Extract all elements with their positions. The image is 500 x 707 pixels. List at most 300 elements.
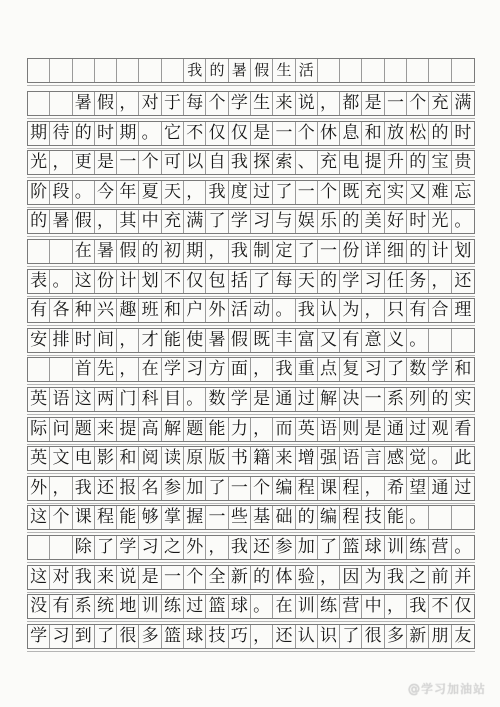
grid-cell: 既 bbox=[340, 181, 362, 204]
grid-cell: 安 bbox=[28, 329, 50, 352]
grid-cell: 能 bbox=[206, 418, 228, 441]
grid-cell: 天 bbox=[162, 181, 184, 204]
grid-cell: 计 bbox=[429, 240, 451, 263]
grid-cell: 松 bbox=[407, 122, 429, 145]
grid-cell: 朋 bbox=[429, 625, 451, 648]
title-char: 生 bbox=[273, 59, 295, 82]
grid-cell: 为 bbox=[362, 566, 384, 589]
gap-line bbox=[27, 266, 475, 267]
grid-cell bbox=[429, 506, 451, 529]
grid-cell: 夏 bbox=[139, 181, 161, 204]
grid-cell: 全 bbox=[206, 566, 228, 589]
grid-cell bbox=[50, 92, 72, 115]
grid-cell: 多 bbox=[139, 625, 161, 648]
grid-row bbox=[27, 535, 475, 560]
grid-cell: 充 bbox=[162, 210, 184, 233]
grid-cell: 中 bbox=[362, 595, 384, 618]
grid-cell: 的 bbox=[407, 240, 429, 263]
grid-cell: 学 bbox=[117, 536, 139, 559]
grid-cell: 球 bbox=[229, 595, 251, 618]
grid-cell: 不 bbox=[184, 122, 206, 145]
grid-cell: 间 bbox=[95, 329, 117, 352]
grid-cell: 。 bbox=[73, 181, 95, 204]
grid-cell: 能 bbox=[385, 506, 407, 529]
grid-cell: 则 bbox=[340, 418, 362, 441]
grid-cell: 系 bbox=[385, 388, 407, 411]
grid-cell: 了 bbox=[273, 181, 295, 204]
grid-cell: 了 bbox=[251, 270, 273, 293]
grid-cell: 假 bbox=[117, 240, 139, 263]
grid-cell: 理 bbox=[454, 300, 472, 321]
grid-cell: 满 bbox=[454, 93, 472, 113]
grid-cell: 巧 bbox=[229, 625, 251, 648]
grid-cell: 提 bbox=[362, 151, 384, 174]
grid-cell: 过 bbox=[407, 418, 429, 441]
grid-cell: ， bbox=[117, 358, 139, 381]
grid-cell: 。 bbox=[139, 122, 161, 145]
grid-cell: 一 bbox=[162, 566, 184, 589]
grid-cell: 很 bbox=[117, 625, 139, 648]
grid-cell: 希 bbox=[385, 477, 407, 500]
grid-cell: 生 bbox=[251, 92, 273, 115]
grid-cell: 到 bbox=[73, 625, 95, 648]
grid-cell: 强 bbox=[318, 447, 340, 470]
grid-cell: 一 bbox=[117, 151, 139, 174]
grid-cell: 加 bbox=[296, 536, 318, 559]
grid-cell: 觉 bbox=[407, 447, 429, 470]
grid-cell: 划 bbox=[454, 241, 472, 261]
grid-cell: 来 bbox=[95, 566, 117, 589]
grid-cell: 此 bbox=[454, 448, 472, 469]
grid-cell: 数 bbox=[206, 388, 228, 411]
grid-cell bbox=[429, 329, 451, 352]
grid-cell: 和 bbox=[162, 299, 184, 322]
grid-row bbox=[27, 594, 475, 619]
grid-row bbox=[27, 298, 475, 323]
grid-cell: 期 bbox=[28, 122, 50, 145]
grid-cell: 是 bbox=[362, 92, 384, 115]
grid-cell: 种 bbox=[73, 299, 95, 322]
grid-cell: 能 bbox=[162, 329, 184, 352]
grid-cell: 方 bbox=[206, 358, 228, 381]
grid-cell: 计 bbox=[117, 270, 139, 293]
grid-cell: 握 bbox=[184, 506, 206, 529]
grid-cell: 为 bbox=[340, 299, 362, 322]
grid-row bbox=[27, 121, 475, 146]
grid-cell: 而 bbox=[273, 418, 295, 441]
grid-cell: 暑 bbox=[73, 92, 95, 115]
grid-cell: 了 bbox=[95, 625, 117, 648]
grid-cell: 时 bbox=[454, 122, 472, 143]
grid-cell: 技 bbox=[206, 625, 228, 648]
grid-cell: 篮 bbox=[206, 595, 228, 618]
grid-cell: ， bbox=[95, 210, 117, 233]
grid-cell: 课 bbox=[73, 506, 95, 529]
grid-cell: ， bbox=[206, 240, 228, 263]
grid-cell: 学 bbox=[162, 358, 184, 381]
grid-cell: 期 bbox=[184, 240, 206, 263]
grid-cell: ， bbox=[251, 625, 273, 648]
grid-cell: 每 bbox=[184, 92, 206, 115]
grid-cell: 宝 bbox=[429, 151, 451, 174]
gap-line bbox=[27, 384, 475, 385]
grid-cell: 通 bbox=[273, 388, 295, 411]
grid-cell: 动 bbox=[251, 299, 273, 322]
grid-cell: 有 bbox=[50, 595, 72, 618]
grid-cell: 篮 bbox=[162, 625, 184, 648]
grid-row bbox=[27, 91, 475, 116]
grid-cell: 系 bbox=[73, 595, 95, 618]
gap-line bbox=[27, 236, 475, 237]
grid-cell: 更 bbox=[73, 151, 95, 174]
grid-row bbox=[27, 180, 475, 205]
grid-cell bbox=[452, 329, 474, 352]
grid-cell: 义 bbox=[385, 329, 407, 352]
grid-cell: 贵 bbox=[454, 152, 472, 173]
grid-cell: 因 bbox=[340, 566, 362, 589]
gap-line bbox=[27, 118, 475, 119]
title-char: 暑 bbox=[229, 59, 251, 82]
grid-row bbox=[27, 417, 475, 442]
grid-cell: ， bbox=[50, 151, 72, 174]
gap-line bbox=[27, 532, 475, 533]
grid-cell: 外 bbox=[206, 299, 228, 322]
grid-cell: 面 bbox=[229, 358, 251, 381]
grid-cell: 。 bbox=[50, 270, 72, 293]
grid-cell: 参 bbox=[273, 536, 295, 559]
grid-cell: 娱 bbox=[296, 210, 318, 233]
grid-cell: 充 bbox=[429, 92, 451, 115]
grid-cell: 之 bbox=[407, 566, 429, 589]
grid-cell: 说 bbox=[296, 92, 318, 115]
grid-cell: 门 bbox=[117, 388, 139, 411]
grid-cell: 是 bbox=[95, 151, 117, 174]
grid-cell bbox=[28, 240, 50, 263]
grid-cell: 暑 bbox=[95, 240, 117, 263]
grid-cell: 。 bbox=[184, 388, 206, 411]
grid-cell: 习 bbox=[362, 358, 384, 381]
grid-cell: 过 bbox=[184, 595, 206, 618]
grid-cell: 放 bbox=[385, 122, 407, 145]
grid-cell: 仅 bbox=[184, 270, 206, 293]
grid-cell: 原 bbox=[184, 447, 206, 470]
grid-cell: 暑 bbox=[50, 210, 72, 233]
grid-cell: 版 bbox=[206, 447, 228, 470]
grid-cell: 提 bbox=[117, 418, 139, 441]
grid-cell: 练 bbox=[318, 595, 340, 618]
grid-cell: 。 bbox=[407, 329, 429, 352]
grid-cell: 营 bbox=[340, 595, 362, 618]
grid-cell: 多 bbox=[385, 625, 407, 648]
grid-cell: 包 bbox=[206, 270, 228, 293]
grid-cell: 份 bbox=[340, 240, 362, 263]
grid-cell: 英 bbox=[296, 418, 318, 441]
grid-cell: 今 bbox=[95, 181, 117, 204]
grid-cell: 球 bbox=[362, 536, 384, 559]
grid-row bbox=[27, 239, 475, 264]
grid-cell: 的 bbox=[429, 122, 451, 145]
grid-cell: 。 bbox=[429, 447, 451, 470]
grid-cell: 我 bbox=[73, 566, 95, 589]
grid-cell: 重 bbox=[296, 358, 318, 381]
gap-line bbox=[27, 562, 475, 563]
grid-cell: 实 bbox=[454, 389, 472, 409]
grid-cell: 名 bbox=[139, 477, 161, 500]
grid-cell: 目 bbox=[162, 388, 184, 411]
grid-cell: 我 bbox=[73, 477, 95, 500]
grid-cell: 期 bbox=[117, 122, 139, 145]
grid-cell: 加 bbox=[184, 477, 206, 500]
grid-cell: 编 bbox=[273, 477, 295, 500]
title-char: 假 bbox=[251, 59, 273, 82]
grid-cell: 度 bbox=[229, 181, 251, 204]
gap-line bbox=[27, 296, 475, 297]
grid-cell: 力 bbox=[229, 418, 251, 441]
grid-cell: 升 bbox=[385, 151, 407, 174]
grid-cell bbox=[452, 506, 474, 529]
grid-cell: 和 bbox=[362, 122, 384, 145]
grid-cell: 个 bbox=[139, 151, 161, 174]
grid-cell: 增 bbox=[296, 447, 318, 470]
gap-line bbox=[27, 621, 475, 622]
grid-cell: 文 bbox=[50, 447, 72, 470]
grid-cell: 息 bbox=[340, 122, 362, 145]
grid-cell: 意 bbox=[362, 329, 384, 352]
grid-cell: 点 bbox=[318, 358, 340, 381]
grid-cell: 我 bbox=[407, 595, 429, 618]
grid-cell: 题 bbox=[73, 418, 95, 441]
grid-cell: 础 bbox=[273, 506, 295, 529]
grid-cell: 了 bbox=[206, 477, 228, 500]
watermark: @学习加油站 bbox=[407, 682, 486, 696]
grid-cell: 时 bbox=[95, 122, 117, 145]
grid-cell: 数 bbox=[407, 358, 429, 381]
grid-cell: 个 bbox=[251, 477, 273, 500]
grid-cell: 充 bbox=[362, 181, 384, 204]
grid-cell: 都 bbox=[340, 92, 362, 115]
grid-cell: 球 bbox=[184, 625, 206, 648]
grid-cell: 中 bbox=[139, 210, 161, 233]
grid-cell: 光 bbox=[429, 210, 451, 233]
grid-cell: 先 bbox=[95, 358, 117, 381]
grid-cell: 了 bbox=[206, 210, 228, 233]
grid-cell: 定 bbox=[273, 240, 295, 263]
grid-cell bbox=[28, 536, 50, 559]
grid-cell: 仅 bbox=[229, 122, 251, 145]
grid-cell: 美 bbox=[362, 210, 384, 233]
grid-cell: 班 bbox=[139, 299, 161, 322]
grid-cell: 假 bbox=[95, 92, 117, 115]
grid-cell bbox=[28, 358, 50, 381]
grid-cell: 的 bbox=[73, 122, 95, 145]
grid-cell: ， bbox=[429, 270, 451, 293]
grid-cell: 每 bbox=[273, 270, 295, 293]
gap-line bbox=[27, 414, 475, 415]
grid-cell: 练 bbox=[162, 595, 184, 618]
grid-cell: 一 bbox=[318, 240, 340, 263]
grid-cell: 休 bbox=[318, 122, 340, 145]
title-char: 活 bbox=[296, 59, 318, 82]
grid-cell: ， bbox=[206, 536, 228, 559]
grid-cell: 新 bbox=[229, 566, 251, 589]
grid-cell: 。 bbox=[251, 595, 273, 618]
grid-cell: 份 bbox=[95, 270, 117, 293]
grid-cell: 外 bbox=[184, 536, 206, 559]
grid-row bbox=[27, 476, 475, 501]
grid-row bbox=[27, 357, 475, 382]
grid-cell: 各 bbox=[50, 299, 72, 322]
grid-cell: 些 bbox=[229, 506, 251, 529]
grid-cell: 过 bbox=[296, 388, 318, 411]
grid-cell: 假 bbox=[73, 210, 95, 233]
grid-cell: 程 bbox=[95, 506, 117, 529]
grid-cell: 。 bbox=[407, 506, 429, 529]
grid-cell: 待 bbox=[50, 122, 72, 145]
grid-cell: 兴 bbox=[95, 299, 117, 322]
grid-cell: 合 bbox=[429, 299, 451, 322]
grid-cell: 时 bbox=[407, 210, 429, 233]
grid-cell: 既 bbox=[251, 329, 273, 352]
grid-cell: 言 bbox=[362, 447, 384, 470]
grid-cell: 还 bbox=[454, 270, 472, 291]
grid-cell: 了 bbox=[95, 536, 117, 559]
grid-cell: 划 bbox=[139, 270, 161, 293]
grid-cell: 首 bbox=[73, 358, 95, 381]
grid-cell: ， bbox=[318, 566, 340, 589]
grid-cell: 还 bbox=[95, 477, 117, 500]
grid-cell: 自 bbox=[206, 151, 228, 174]
grid-cell: 是 bbox=[251, 388, 273, 411]
grid-cell: 任 bbox=[385, 270, 407, 293]
grid-cell: 望 bbox=[407, 477, 429, 500]
grid-row bbox=[27, 505, 475, 530]
grid-cell: 乐 bbox=[318, 210, 340, 233]
grid-cell: 它 bbox=[162, 122, 184, 145]
grid-cell: 决 bbox=[340, 388, 362, 411]
grid-cell: 是 bbox=[251, 122, 273, 145]
grid-cell: 感 bbox=[385, 447, 407, 470]
grid-cell: 问 bbox=[50, 418, 72, 441]
grid-cell: 了 bbox=[296, 240, 318, 263]
grid-cell: 个 bbox=[296, 122, 318, 145]
grid-cell: 一 bbox=[362, 388, 384, 411]
grid-cell: 友 bbox=[454, 625, 472, 646]
grid-cell: 复 bbox=[340, 358, 362, 381]
grid-cell: 这 bbox=[73, 388, 95, 411]
grid-cell: 看 bbox=[454, 418, 472, 439]
grid-cell: 列 bbox=[407, 388, 429, 411]
grid-cell: 英 bbox=[28, 388, 50, 411]
grid-cell: 体 bbox=[273, 566, 295, 589]
grid-cell: 的 bbox=[251, 566, 273, 589]
grid-cell: 通 bbox=[385, 418, 407, 441]
grid-cell: 前 bbox=[429, 566, 451, 589]
grid-cell: 学 bbox=[229, 388, 251, 411]
title-char: 我 bbox=[184, 59, 206, 82]
grid-cell: 语 bbox=[318, 418, 340, 441]
grid-cell: 两 bbox=[95, 388, 117, 411]
grid-cell: 学 bbox=[429, 358, 451, 381]
grid-cell: 排 bbox=[50, 329, 72, 352]
grid-cell: 户 bbox=[184, 299, 206, 322]
grid-cell: 忘 bbox=[454, 181, 472, 202]
grid-cell bbox=[28, 92, 50, 115]
grid-cell: 丰 bbox=[273, 329, 295, 352]
grid-cell: 除 bbox=[73, 536, 95, 559]
grid-cell: 程 bbox=[340, 477, 362, 500]
grid-row bbox=[27, 387, 475, 412]
grid-cell: 之 bbox=[162, 536, 184, 559]
grid-cell: 在 bbox=[73, 240, 95, 263]
grid-row bbox=[27, 269, 475, 294]
grid-cell: 这 bbox=[73, 270, 95, 293]
gap-line bbox=[27, 85, 475, 86]
grid-cell: 技 bbox=[362, 506, 384, 529]
grid-cell: 并 bbox=[454, 566, 472, 587]
gap-line bbox=[27, 473, 475, 474]
grid-cell: 课 bbox=[318, 477, 340, 500]
grid-cell: 报 bbox=[117, 477, 139, 500]
grid-cell: 的 bbox=[340, 210, 362, 233]
grid-cell: 训 bbox=[385, 536, 407, 559]
grid-cell bbox=[50, 240, 72, 263]
grid-cell: 过 bbox=[251, 181, 273, 204]
composition-grid-sheet bbox=[27, 58, 475, 646]
grid-cell: 了 bbox=[318, 536, 340, 559]
grid-row bbox=[27, 624, 475, 649]
grid-cell: 一 bbox=[385, 92, 407, 115]
grid-cell: 参 bbox=[162, 477, 184, 500]
grid-cell: 才 bbox=[139, 329, 161, 352]
grid-row bbox=[27, 209, 475, 234]
grid-cell: 我 bbox=[229, 151, 251, 174]
grid-cell: 难 bbox=[429, 181, 451, 204]
grid-cell: 在 bbox=[139, 358, 161, 381]
gap-line bbox=[27, 651, 475, 652]
grid-row bbox=[27, 565, 475, 590]
grid-cell: 有 bbox=[340, 329, 362, 352]
grid-cell: 了 bbox=[385, 358, 407, 381]
grid-cell: 习 bbox=[251, 210, 273, 233]
grid-cell: 一 bbox=[229, 477, 251, 500]
grid-cell: 编 bbox=[318, 506, 340, 529]
gap-line bbox=[27, 177, 475, 178]
grid-cell: 新 bbox=[407, 625, 429, 648]
grid-row bbox=[27, 150, 475, 175]
grid-cell: 初 bbox=[162, 240, 184, 263]
grid-cell: 我 bbox=[273, 358, 295, 381]
grid-cell: 括 bbox=[229, 270, 251, 293]
grid-cell: 习 bbox=[50, 625, 72, 648]
grid-cell: 制 bbox=[251, 240, 273, 263]
grid-cell: 个 bbox=[50, 506, 72, 529]
grid-cell: 际 bbox=[28, 418, 50, 441]
grid-cell: 个 bbox=[318, 181, 340, 204]
grid-cell: 仅 bbox=[454, 596, 472, 617]
grid-cell: 读 bbox=[162, 447, 184, 470]
title-row bbox=[27, 58, 475, 83]
grid-cell: 高 bbox=[139, 418, 161, 441]
grid-cell: ， bbox=[362, 477, 384, 500]
grid-cell: 。 bbox=[454, 537, 472, 557]
grid-cell: 程 bbox=[296, 477, 318, 500]
grid-cell: 程 bbox=[340, 506, 362, 529]
grid-cell: 对 bbox=[50, 566, 72, 589]
grid-cell: ， bbox=[318, 92, 340, 115]
grid-cell: 训 bbox=[296, 595, 318, 618]
grid-cell: 还 bbox=[251, 536, 273, 559]
grid-cell: 假 bbox=[229, 329, 251, 352]
